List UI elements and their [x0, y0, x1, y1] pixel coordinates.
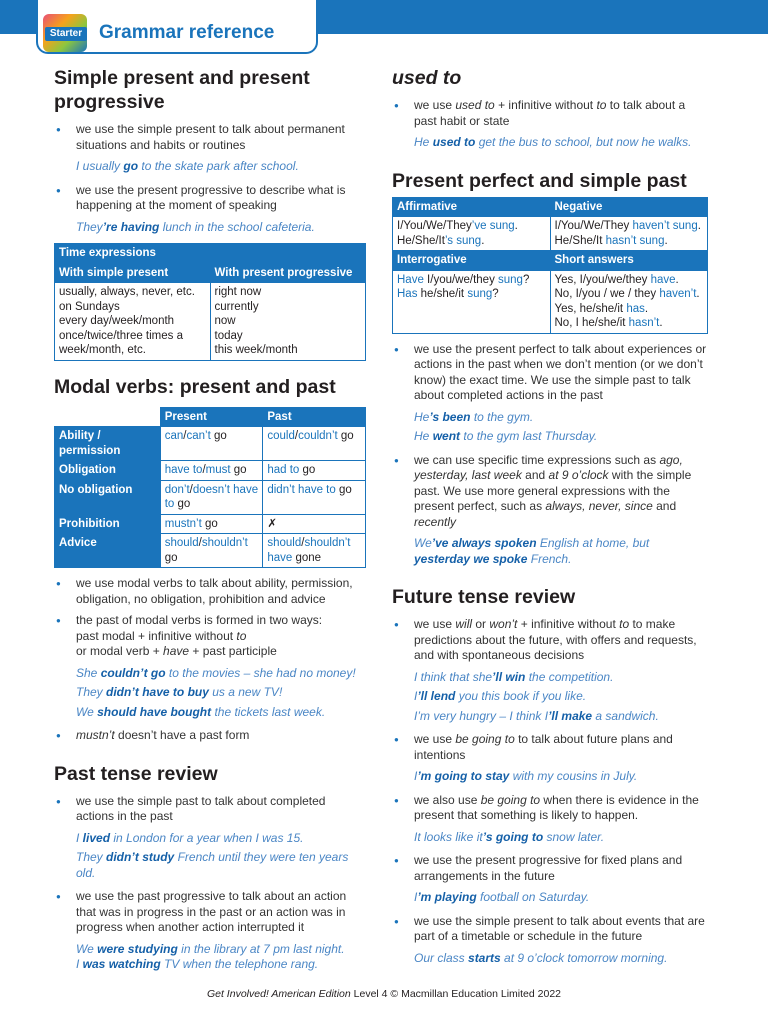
example: Our class starts at 9 o’clock tomorrow morning. [414, 950, 668, 965]
bullet: ● we use the present progressive for fixed plans and arrangements in the future [392, 853, 708, 884]
example: They’re having lunch in the school cafeteria. [76, 219, 315, 234]
example: He went to the gym last Thursday. [414, 429, 598, 443]
table-cell: right now currently now today this week/month [210, 283, 366, 361]
table-row: Prohibition mustn’t go ✗ [55, 514, 366, 534]
bullet: ● we also use be going to when there is evidence in the present that something is likely to happen. [392, 793, 708, 824]
table-row: Obligation have to/must go had to go [55, 461, 366, 481]
example: I was watching TV when the telephone rang. [76, 957, 319, 971]
example: We were studying in the library at 7 pm last night. [76, 941, 345, 956]
bullet: ● the past of modal verbs is formed in two ways: past modal + infinitive without to or modal verb + have + past participle [54, 613, 366, 660]
bullet: ● we use the simple present to talk about permanent situations and habits or routines [54, 122, 366, 153]
bullet: ● we use the past progressive to talk about an action that was in progress in the past or an action was in progress when another action interrupted it [54, 889, 366, 936]
bullet: ● mustn’t doesn’t have a past form [54, 728, 366, 744]
bullet: ● we use modal verbs to talk about ability, permission, obligation, no obligation, prohibition and advice [54, 576, 366, 607]
example: I’ll lend you this book if you like. [414, 689, 587, 703]
example: They didn’t study French until they were ten years old. [76, 850, 349, 880]
column-header: Negative [550, 197, 708, 217]
column-header: With present progressive [210, 263, 366, 283]
right-column [392, 66, 708, 970]
example: It looks like it’s going to snow later. [414, 829, 605, 844]
column-header: Short answers [550, 251, 708, 271]
table-title: Time expressions [55, 244, 366, 264]
bullet: ● we use will or won’t + infinitive without to to make predictions about the future, with offers and requests, and with spontaneous decisions [392, 617, 708, 664]
bullet: ● we use the present progressive to describe what is happening at the moment of speaking [54, 183, 366, 214]
time-expressions-table [54, 243, 366, 361]
section-title: Future tense review [392, 586, 576, 608]
table-row: No obligation don’t/doesn’t have to go didn’t have to go [55, 480, 366, 514]
bullet: ● we can use specific time expressions such as ago, yesterday, last week and at 9 o’clock with the simple past. We use more general expressions with the present perfect, such as always, never, since and recently [392, 453, 708, 531]
modal-verbs-table [54, 407, 366, 569]
example: I’m very hungry – I think I’ll make a sandwich. [414, 708, 659, 723]
table-row: I/You/We/They’ve sung. He/She/It’s sung. I/You/We/They haven’t sung. He/She/It hasn’t sung. [393, 217, 708, 251]
section-title: Past tense review [54, 762, 218, 785]
left-column [54, 66, 366, 977]
example: We should have bought the tickets last week. [76, 704, 326, 719]
example: I lived in London for a year when I was 15. [76, 830, 304, 845]
example: I’m going to stay with my cousins in July. [414, 769, 638, 783]
example: He used to get the bus to school, but now he walks. [414, 135, 692, 149]
bullet: ● we use used to + infinitive without to to talk about a past habit or state [392, 98, 708, 129]
table-row: Have I/you/we/they sung? Has he/she/it sung? Yes, I/you/we/they have. No, I/you / we / they haven’t. Yes, he/she/it has. No, I he/she/it hasn’t. [393, 270, 708, 333]
page-title: Grammar reference [99, 22, 275, 43]
table-row: Advice should/shouldn’t go should/shouldn’t have gone [55, 534, 366, 568]
example: I usually go to the skate park after school. [76, 159, 299, 173]
section-title: used to [392, 67, 462, 89]
bullet: ● we use the simple past to talk about completed actions in the past [54, 794, 366, 825]
section-title: Modal verbs: present and past [54, 375, 336, 398]
column-header: Affirmative [393, 197, 551, 217]
starter-logo-label: Starter [45, 27, 87, 41]
example: I’m playing football on Saturday. [414, 890, 590, 904]
section-title: Present perfect and simple past [392, 169, 687, 192]
example: I think that she’ll win the competition. [414, 669, 614, 684]
table-row: Ability / permission can/can’t go could/couldn’t go [55, 427, 366, 461]
column-header: Present [160, 407, 263, 427]
bullet: ● we use the simple present to talk about events that are part of a timetable or schedule in the future [392, 914, 708, 945]
present-perfect-table [392, 197, 708, 334]
column-header: Interrogative [393, 251, 551, 271]
footer: Get Involved! American Edition Level 4 © Macmillan Education Limited 2022 [206, 988, 562, 1000]
section-title: Simple present and present progressive [54, 67, 310, 113]
example: We’ve always spoken English at home, but yesterday we spoke French. [414, 536, 650, 566]
example: She couldn’t go to the movies – she had no money! [76, 665, 356, 680]
bullet: ● we use be going to to talk about future plans and intentions [392, 732, 708, 763]
example: They didn’t have to buy us a new TV! [76, 685, 283, 699]
column-header: Past [263, 407, 366, 427]
bullet: ● we use the present perfect to talk about experiences or actions in the past when we don’t mention (or we don’t know) the exact time. We use the simple past to talk about completed actions in the past [392, 342, 708, 404]
table-cell: usually, always, never, etc. on Sundays every day/week/month once/twice/three times a week/month, etc. [55, 283, 211, 361]
example: He’s been to the gym. [414, 409, 534, 424]
column-header: With simple present [55, 263, 211, 283]
